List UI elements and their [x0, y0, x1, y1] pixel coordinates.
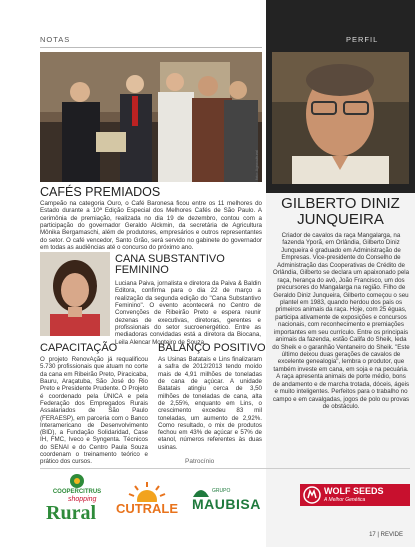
- cafes-title: CAFÉS PREMIADOS: [40, 185, 161, 199]
- cana-body: Luciana Paiva, jornalista e diretora da Paiva & Baldin Editora, confirma para o dia 22 de março a realização da segunda edição do "Cana Substantivo Feminino". O evento acontecerá no Centro de Convenções de Ribeirão Preto e espera reunir dezenas de executivas, diretoras, gerentes e profissionais do setor sucroenergético. Entre as mediadoras convidadas está a diretora da Biocana, Leila Alencar Monteiro de Souza.: [115, 280, 261, 346]
- balanco-body: As Usinas Batatais e Lins finalizaram a safra de 2012/2013 tendo moído mais de 4,91 milhões de toneladas de cana de açúcar. A unidade Batatais atingiu cerca de 3,50 milhões de toneladas de cana, alta de 2,55%, enquanto em Lins, o crescimento excedeu 83 mil toneladas, um aumento de 2,92%. Como resultado, o mix de produtos fechou em 43% de açúcar e 57% de etanol, números referentes às duas usinas.: [158, 356, 262, 451]
- wolf-seeds-logo: [300, 484, 410, 506]
- page-number: 17: [369, 532, 376, 538]
- rural-text: Rural: [46, 502, 96, 524]
- cafes-body: Campeão na categoria Ouro, o Café Baronesa ficou entre os 11 melhores do Estado durante a 10ª Edição Especial dos Melhores Cafés de São Paulo. A cerimônia de premiação, realizada no dia 19 de dezembro, contou com a participação do governador Geraldo Alckmin, da secretária de Agricultura Mônika Bergamaschi, além de produtores, empresários e outros representantes do setor. O café vencedor, Santo Grão, será servido no gabinete do governador em todas as audiências até o concurso do próximo ano.: [40, 200, 262, 251]
- profile-name-line2: JUNQUEIRA: [297, 210, 384, 228]
- profile-portrait-photo: [272, 52, 409, 184]
- balanco-title: BALANÇO POSITIVO: [158, 342, 266, 354]
- header-rule: [40, 47, 262, 48]
- coopercitrus-icon: [42, 472, 112, 490]
- page-footer: 17 | REVIDE: [369, 532, 403, 538]
- cana-title: [115, 254, 265, 276]
- section-label-perfil: PERFIL: [346, 35, 379, 44]
- magazine-name: REVIDE: [380, 532, 403, 538]
- cutrale-logo: [112, 480, 182, 520]
- capacitacao-title: CAPACITAÇÃO: [40, 342, 118, 354]
- sponsors-rule: [40, 468, 410, 469]
- maubisa-logo: [192, 486, 272, 514]
- cutrale-text: CUTRALE: [115, 501, 179, 516]
- capacitacao-body: O projeto RenovAção já requalificou 5.730 profissionais que atuam no corte da cana em Ribeirão Preto, Piracicaba, Bauru, Araçatuba, São José do Rio Preto e Presidente Prudente. O Projeto é coordenado pela ÚNICA e pela Federação dos Empregados Rurais Assalariados de São Paulo (FERAESP), em parceria com o Banco Interamericano de Desenvolvimento (BID), a Fundação Solidaridad, Case IH, FMC, Iveco e Syngenta. Técnicos do SENAI e do Centro Paula Souza coordenam o treinamento teórico e prático dos cursos.: [40, 356, 148, 466]
- grupo-text: GRUPO: [212, 488, 231, 494]
- profile-body: Criador de cavalos da raça Mangalarga, na fazenda Yporã, em Orlândia, Gilberto Diniz Junqueira é graduado em Administração de Empresas. Vice-presidente do Conselho de Administração das Cooperativas de Crédito de Orlândia, Gilberto se declara um apaixonado pela raça, herança do avô, João Francisco, um dos precursores do Mangalarga na região. Filho de Geraldo Diniz Junqueira, Gilberto começou o seu plantel em 1983, quando herdou dos pais os primeiros animais da raça. Hoje, com 25 éguas, participa ativamente de exposições e concursos nacionais, com reconhecimento e premiações importantes em seu currículo. Entre os principais animais da fazenda, estão Califa do Sheik, Ieda do Sheik e o garanhão Ventaneiro do Sheik. "Este último deixou duas gerações de cavalos de excelente genealogia", lembra o produtor, que também investe em cana, em soja e na pecuária. A raça apresenta animais de porte médio, bons de andamento e de marcha trotada, dóceis, ágeis e muito inteligentes. Perfeitos para o trabalho no campo e em cavalgadas, jogos de polo ou provas de obstáculo.: [272, 232, 410, 411]
- cafes-award-photo: [40, 52, 262, 182]
- sponsors-label: Patrocínio: [185, 458, 215, 465]
- cana-portrait-photo: [40, 252, 110, 336]
- wolf-tagline: A Melhor Genética: [324, 497, 366, 503]
- maubisa-text: MAUBISA: [192, 496, 261, 512]
- coopercitrus-logo: [42, 472, 112, 528]
- profile-name: [266, 196, 415, 228]
- photo-credit: foto: Agrocultural: [254, 149, 259, 180]
- cutrale-sun-icon: [112, 480, 182, 502]
- coopercitrus-text: COOPERCITRUS: [52, 489, 102, 495]
- cana-title-text: CANA SUBSTANTIVO FEMININO: [115, 253, 225, 276]
- wolf-text: WOLF SEEDS: [324, 486, 384, 496]
- wolf-icon: [303, 486, 321, 504]
- profile-name-line1: GILBERTO DINIZ: [281, 195, 400, 212]
- section-label-notas: NOTAS: [40, 35, 71, 44]
- shopping-text: shopping: [68, 496, 97, 503]
